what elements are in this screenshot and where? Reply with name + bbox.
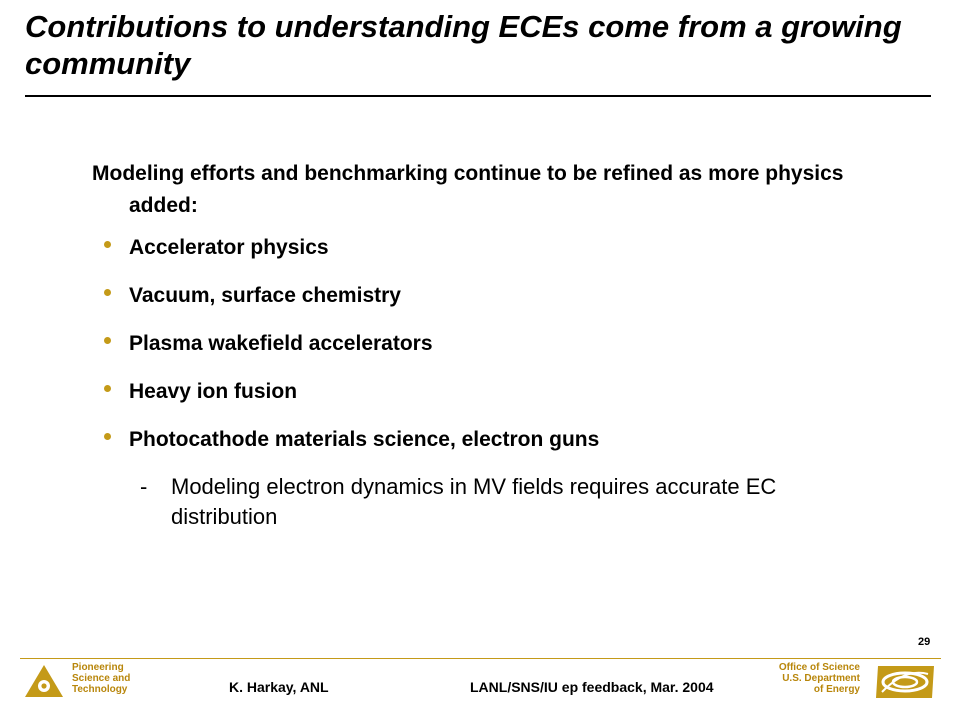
- bullet-label: Plasma wakefield accelerators: [129, 332, 433, 355]
- bullet-item: [92, 424, 872, 456]
- bullet-item: [92, 280, 872, 312]
- footer-event: LANL/SNS/IU ep feedback, Mar. 2004: [470, 679, 714, 695]
- footer-author: K. Harkay, ANL: [229, 679, 329, 695]
- sub-bullet-item: [92, 472, 872, 532]
- bullet-dot-icon: [104, 385, 111, 392]
- anl-tagline: Pioneering Science and Technology: [72, 662, 131, 695]
- bullet-item: [92, 328, 872, 360]
- intro-text: Modeling efforts and benchmarking continue to be refined as more physics added:: [92, 162, 844, 217]
- doe-office-of-science-logo-icon: [874, 664, 936, 700]
- bullet-label: Vacuum, surface chemistry: [129, 284, 401, 307]
- slide-title: Contributions to understanding ECEs come from a growing community: [25, 9, 902, 81]
- bullet-dot-icon: [104, 337, 111, 344]
- bullet-dot-icon: [104, 289, 111, 296]
- dash-marker: -: [140, 474, 148, 499]
- bullet-label: Heavy ion fusion: [129, 380, 298, 403]
- doe-label: Office of Science U.S. Department of Energy: [778, 662, 860, 695]
- bullet-label: Photocathode materials science, electron guns: [129, 428, 600, 451]
- bullet-item: [92, 376, 872, 408]
- argonne-logo-icon: [24, 664, 64, 698]
- slide-body: [92, 158, 872, 532]
- sub-bullet-label: Modeling electron dynamics in MV fields requires accurate EC distribution: [171, 474, 777, 529]
- footer-divider: [20, 658, 941, 659]
- title-underline: [25, 95, 931, 97]
- bullet-item: [92, 232, 872, 264]
- page-number: 29: [918, 636, 931, 648]
- bullet-label: Accelerator physics: [129, 236, 329, 259]
- bullet-dot-icon: [104, 241, 111, 248]
- bullet-dot-icon: [104, 433, 111, 440]
